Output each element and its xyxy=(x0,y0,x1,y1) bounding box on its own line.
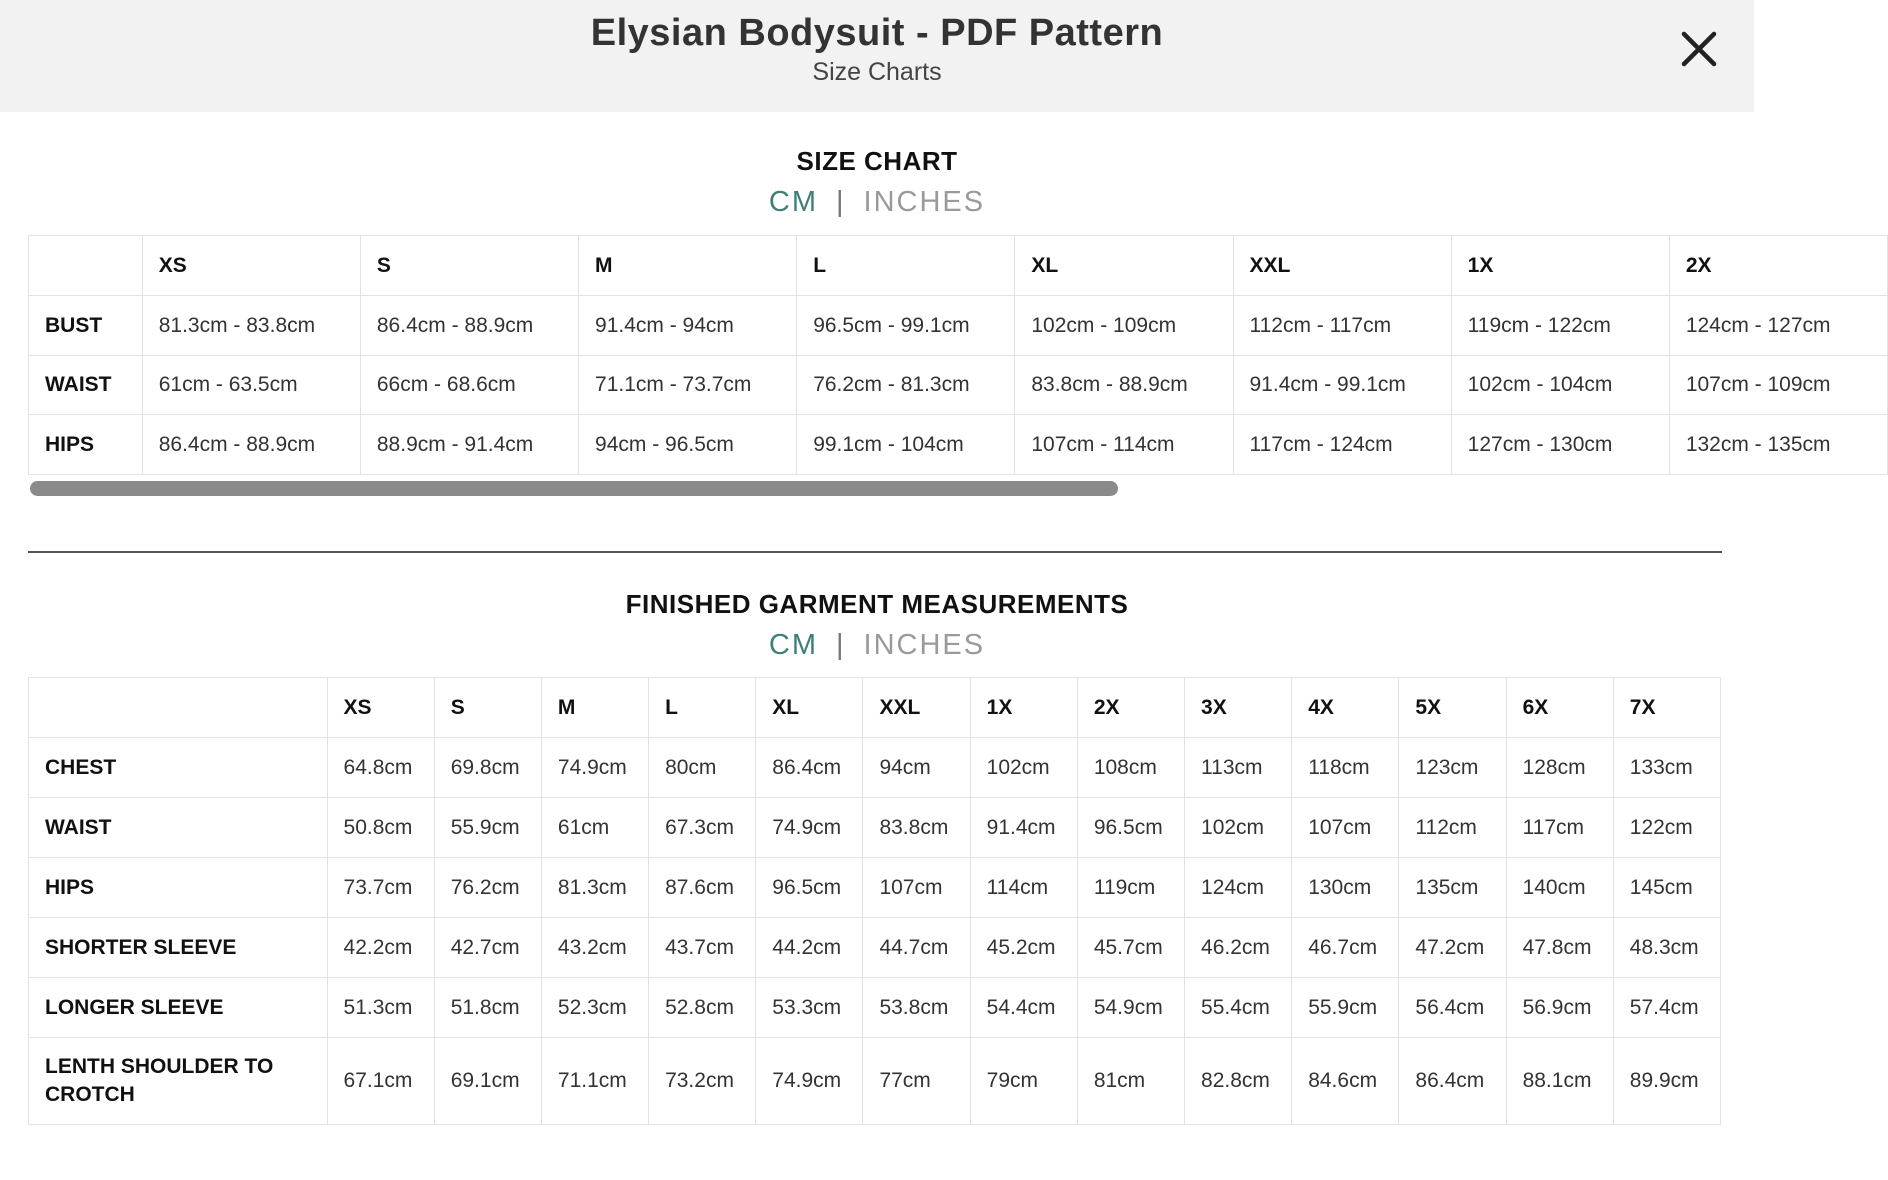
product-title: Elysian Bodysuit - PDF Pattern xyxy=(590,12,1164,54)
section-divider xyxy=(28,551,1722,553)
measurement-cell: 86.4cm - 88.9cm xyxy=(360,296,578,356)
measurement-cell: 47.8cm xyxy=(1506,918,1613,978)
measurement-cell: 107cm - 109cm xyxy=(1669,356,1887,415)
modal-subtitle: Size Charts xyxy=(812,58,942,86)
measurement-cell: 86.4cm - 88.9cm xyxy=(142,415,360,475)
measurement-cell: 51.3cm xyxy=(327,978,434,1038)
measurement-cell: 76.2cm xyxy=(434,858,541,918)
table-row xyxy=(29,858,1721,918)
size-header-xl: XL xyxy=(1015,236,1233,296)
size-chart-header-row xyxy=(29,236,1888,296)
row-label: CHEST xyxy=(29,738,328,798)
measurement-cell: 112cm - 117cm xyxy=(1233,296,1451,356)
row-label: HIPS xyxy=(29,858,328,918)
measurement-cell: 69.8cm xyxy=(434,738,541,798)
finished-garment-unit-toggle xyxy=(0,629,1754,662)
measurement-cell: 67.3cm xyxy=(649,798,756,858)
row-label: LONGER SLEEVE xyxy=(29,978,328,1038)
size-chart-title: SIZE CHART xyxy=(796,146,958,176)
measurement-cell: 54.4cm xyxy=(970,978,1077,1038)
size-header-xxl: XXL xyxy=(1233,236,1451,296)
table-row xyxy=(29,356,1888,415)
measurement-cell: 122cm xyxy=(1613,798,1720,858)
size-header-2x: 2X xyxy=(1077,678,1184,738)
measurement-cell: 61cm - 63.5cm xyxy=(142,356,360,415)
measurement-cell: 118cm xyxy=(1292,738,1399,798)
measurement-cell: 50.8cm xyxy=(327,798,434,858)
measurement-cell: 108cm xyxy=(1077,738,1184,798)
measurement-cell: 54.9cm xyxy=(1077,978,1184,1038)
measurement-cell: 48.3cm xyxy=(1613,918,1720,978)
measurement-cell: 46.7cm xyxy=(1292,918,1399,978)
unit-separator: | xyxy=(835,186,846,218)
measurement-cell: 43.7cm xyxy=(649,918,756,978)
measurement-cell: 91.4cm - 99.1cm xyxy=(1233,356,1451,415)
measurement-cell: 52.8cm xyxy=(649,978,756,1038)
measurement-cell: 102cm xyxy=(970,738,1077,798)
measurement-cell: 124cm xyxy=(1185,858,1292,918)
measurement-cell: 135cm xyxy=(1399,858,1506,918)
size-header-l: L xyxy=(797,236,1015,296)
size-header-s: S xyxy=(434,678,541,738)
size-chart-table xyxy=(28,235,1888,475)
measurement-cell: 119cm - 122cm xyxy=(1451,296,1669,356)
measurement-cell: 81cm xyxy=(1077,1038,1184,1125)
table-row xyxy=(29,798,1721,858)
measurement-cell: 102cm - 104cm xyxy=(1451,356,1669,415)
measurement-cell: 130cm xyxy=(1292,858,1399,918)
measurement-cell: 45.2cm xyxy=(970,918,1077,978)
measurement-cell: 133cm xyxy=(1613,738,1720,798)
table-row xyxy=(29,1038,1721,1125)
measurement-cell: 117cm - 124cm xyxy=(1233,415,1451,475)
scrollbar-thumb[interactable] xyxy=(30,481,1118,496)
measurement-cell: 73.2cm xyxy=(649,1038,756,1125)
finished-garment-title: FINISHED GARMENT MEASUREMENTS xyxy=(625,589,1129,619)
size-header-2x: 2X xyxy=(1669,236,1887,296)
measurement-cell: 81.3cm - 83.8cm xyxy=(142,296,360,356)
measurement-cell: 132cm - 135cm xyxy=(1669,415,1887,475)
measurement-cell: 44.2cm xyxy=(756,918,863,978)
measurement-cell: 46.2cm xyxy=(1185,918,1292,978)
finished-garment-unit-inches[interactable]: INCHES xyxy=(863,629,986,661)
table-row xyxy=(29,978,1721,1038)
measurement-cell: 86.4cm xyxy=(756,738,863,798)
size-header-7x: 7X xyxy=(1613,678,1720,738)
measurement-cell: 66cm - 68.6cm xyxy=(360,356,578,415)
size-header-5x: 5X xyxy=(1399,678,1506,738)
measurement-cell: 69.1cm xyxy=(434,1038,541,1125)
measurement-cell: 94cm xyxy=(863,738,970,798)
measurement-cell: 71.1cm - 73.7cm xyxy=(579,356,797,415)
size-header-xs: XS xyxy=(327,678,434,738)
measurement-cell: 71.1cm xyxy=(541,1038,648,1125)
measurement-cell: 91.4cm xyxy=(970,798,1077,858)
measurement-cell: 74.9cm xyxy=(756,1038,863,1125)
measurement-cell: 123cm xyxy=(1399,738,1506,798)
modal-header xyxy=(0,0,1754,112)
measurement-cell: 113cm xyxy=(1185,738,1292,798)
size-header-m: M xyxy=(579,236,797,296)
close-button[interactable] xyxy=(1676,26,1722,72)
measurement-cell: 83.8cm - 88.9cm xyxy=(1015,356,1233,415)
measurement-cell: 74.9cm xyxy=(541,738,648,798)
finished-garment-table-area xyxy=(28,677,1724,1125)
size-header-xxl: XXL xyxy=(863,678,970,738)
size-header-l: L xyxy=(649,678,756,738)
measurement-cell: 119cm xyxy=(1077,858,1184,918)
measurement-cell: 56.4cm xyxy=(1399,978,1506,1038)
measurement-cell: 73.7cm xyxy=(327,858,434,918)
measurement-cell: 55.4cm xyxy=(1185,978,1292,1038)
measurement-cell: 102cm - 109cm xyxy=(1015,296,1233,356)
measurement-cell: 82.8cm xyxy=(1185,1038,1292,1125)
close-icon xyxy=(1676,26,1722,72)
row-label: BUST xyxy=(29,296,143,356)
measurement-cell: 114cm xyxy=(970,858,1077,918)
table-row xyxy=(29,415,1888,475)
measurement-cell: 42.7cm xyxy=(434,918,541,978)
size-header-m: M xyxy=(541,678,648,738)
measurement-cell: 87.6cm xyxy=(649,858,756,918)
measurement-cell: 45.7cm xyxy=(1077,918,1184,978)
measurement-cell: 112cm xyxy=(1399,798,1506,858)
size-header-1x: 1X xyxy=(1451,236,1669,296)
unit-separator: | xyxy=(835,629,846,661)
measurement-cell: 127cm - 130cm xyxy=(1451,415,1669,475)
measurement-cell: 80cm xyxy=(649,738,756,798)
size-header-xs: XS xyxy=(142,236,360,296)
measurement-cell: 79cm xyxy=(970,1038,1077,1125)
measurement-cell: 81.3cm xyxy=(541,858,648,918)
table-row xyxy=(29,296,1888,356)
measurement-cell: 88.1cm xyxy=(1506,1038,1613,1125)
finished-garment-table xyxy=(28,677,1721,1125)
size-header-s: S xyxy=(360,236,578,296)
finished-garment-unit-cm[interactable]: CM xyxy=(768,629,818,661)
size-header-6x: 6X xyxy=(1506,678,1613,738)
measurement-cell: 96.5cm xyxy=(756,858,863,918)
size-chart-unit-cm[interactable]: CM xyxy=(768,186,818,218)
size-chart-scroll-area[interactable] xyxy=(28,235,1831,478)
table-row xyxy=(29,738,1721,798)
measurement-cell: 57.4cm xyxy=(1613,978,1720,1038)
measurement-cell: 140cm xyxy=(1506,858,1613,918)
measurement-cell: 55.9cm xyxy=(434,798,541,858)
measurement-cell: 44.7cm xyxy=(863,918,970,978)
size-header-3x: 3X xyxy=(1185,678,1292,738)
size-header-4x: 4X xyxy=(1292,678,1399,738)
measurement-cell: 128cm xyxy=(1506,738,1613,798)
size-header-1x: 1X xyxy=(970,678,1077,738)
row-label: LENTH SHOULDER TO CROTCH xyxy=(29,1038,328,1125)
measurement-cell: 74.9cm xyxy=(756,798,863,858)
measurement-cell: 64.8cm xyxy=(327,738,434,798)
row-label: HIPS xyxy=(29,415,143,475)
measurement-cell: 94cm - 96.5cm xyxy=(579,415,797,475)
measurement-cell: 55.9cm xyxy=(1292,978,1399,1038)
measurement-cell: 99.1cm - 104cm xyxy=(797,415,1015,475)
measurement-cell: 53.3cm xyxy=(756,978,863,1038)
measurement-cell: 107cm xyxy=(1292,798,1399,858)
size-chart-unit-inches[interactable]: INCHES xyxy=(863,186,986,218)
row-label: WAIST xyxy=(29,356,143,415)
measurement-cell: 124cm - 127cm xyxy=(1669,296,1887,356)
measurement-cell: 117cm xyxy=(1506,798,1613,858)
measurement-cell: 107cm - 114cm xyxy=(1015,415,1233,475)
measurement-cell: 53.8cm xyxy=(863,978,970,1038)
size-chart-scrollbar[interactable] xyxy=(30,481,1118,496)
finished-garment-header-row xyxy=(29,678,1721,738)
row-label: SHORTER SLEEVE xyxy=(29,918,328,978)
measurement-cell: 56.9cm xyxy=(1506,978,1613,1038)
measurement-cell: 145cm xyxy=(1613,858,1720,918)
corner-cell xyxy=(29,678,328,738)
measurement-cell: 88.9cm - 91.4cm xyxy=(360,415,578,475)
measurement-cell: 43.2cm xyxy=(541,918,648,978)
size-chart-unit-toggle xyxy=(0,186,1754,219)
measurement-cell: 51.8cm xyxy=(434,978,541,1038)
row-label: WAIST xyxy=(29,798,328,858)
measurement-cell: 84.6cm xyxy=(1292,1038,1399,1125)
measurement-cell: 96.5cm - 99.1cm xyxy=(797,296,1015,356)
measurement-cell: 91.4cm - 94cm xyxy=(579,296,797,356)
table-row xyxy=(29,918,1721,978)
measurement-cell: 52.3cm xyxy=(541,978,648,1038)
measurement-cell: 89.9cm xyxy=(1613,1038,1720,1125)
measurement-cell: 107cm xyxy=(863,858,970,918)
measurement-cell: 86.4cm xyxy=(1399,1038,1506,1125)
measurement-cell: 67.1cm xyxy=(327,1038,434,1125)
measurement-cell: 47.2cm xyxy=(1399,918,1506,978)
corner-cell xyxy=(29,236,143,296)
measurement-cell: 102cm xyxy=(1185,798,1292,858)
measurement-cell: 61cm xyxy=(541,798,648,858)
measurement-cell: 96.5cm xyxy=(1077,798,1184,858)
measurement-cell: 83.8cm xyxy=(863,798,970,858)
measurement-cell: 42.2cm xyxy=(327,918,434,978)
size-header-xl: XL xyxy=(756,678,863,738)
measurement-cell: 76.2cm - 81.3cm xyxy=(797,356,1015,415)
measurement-cell: 77cm xyxy=(863,1038,970,1125)
